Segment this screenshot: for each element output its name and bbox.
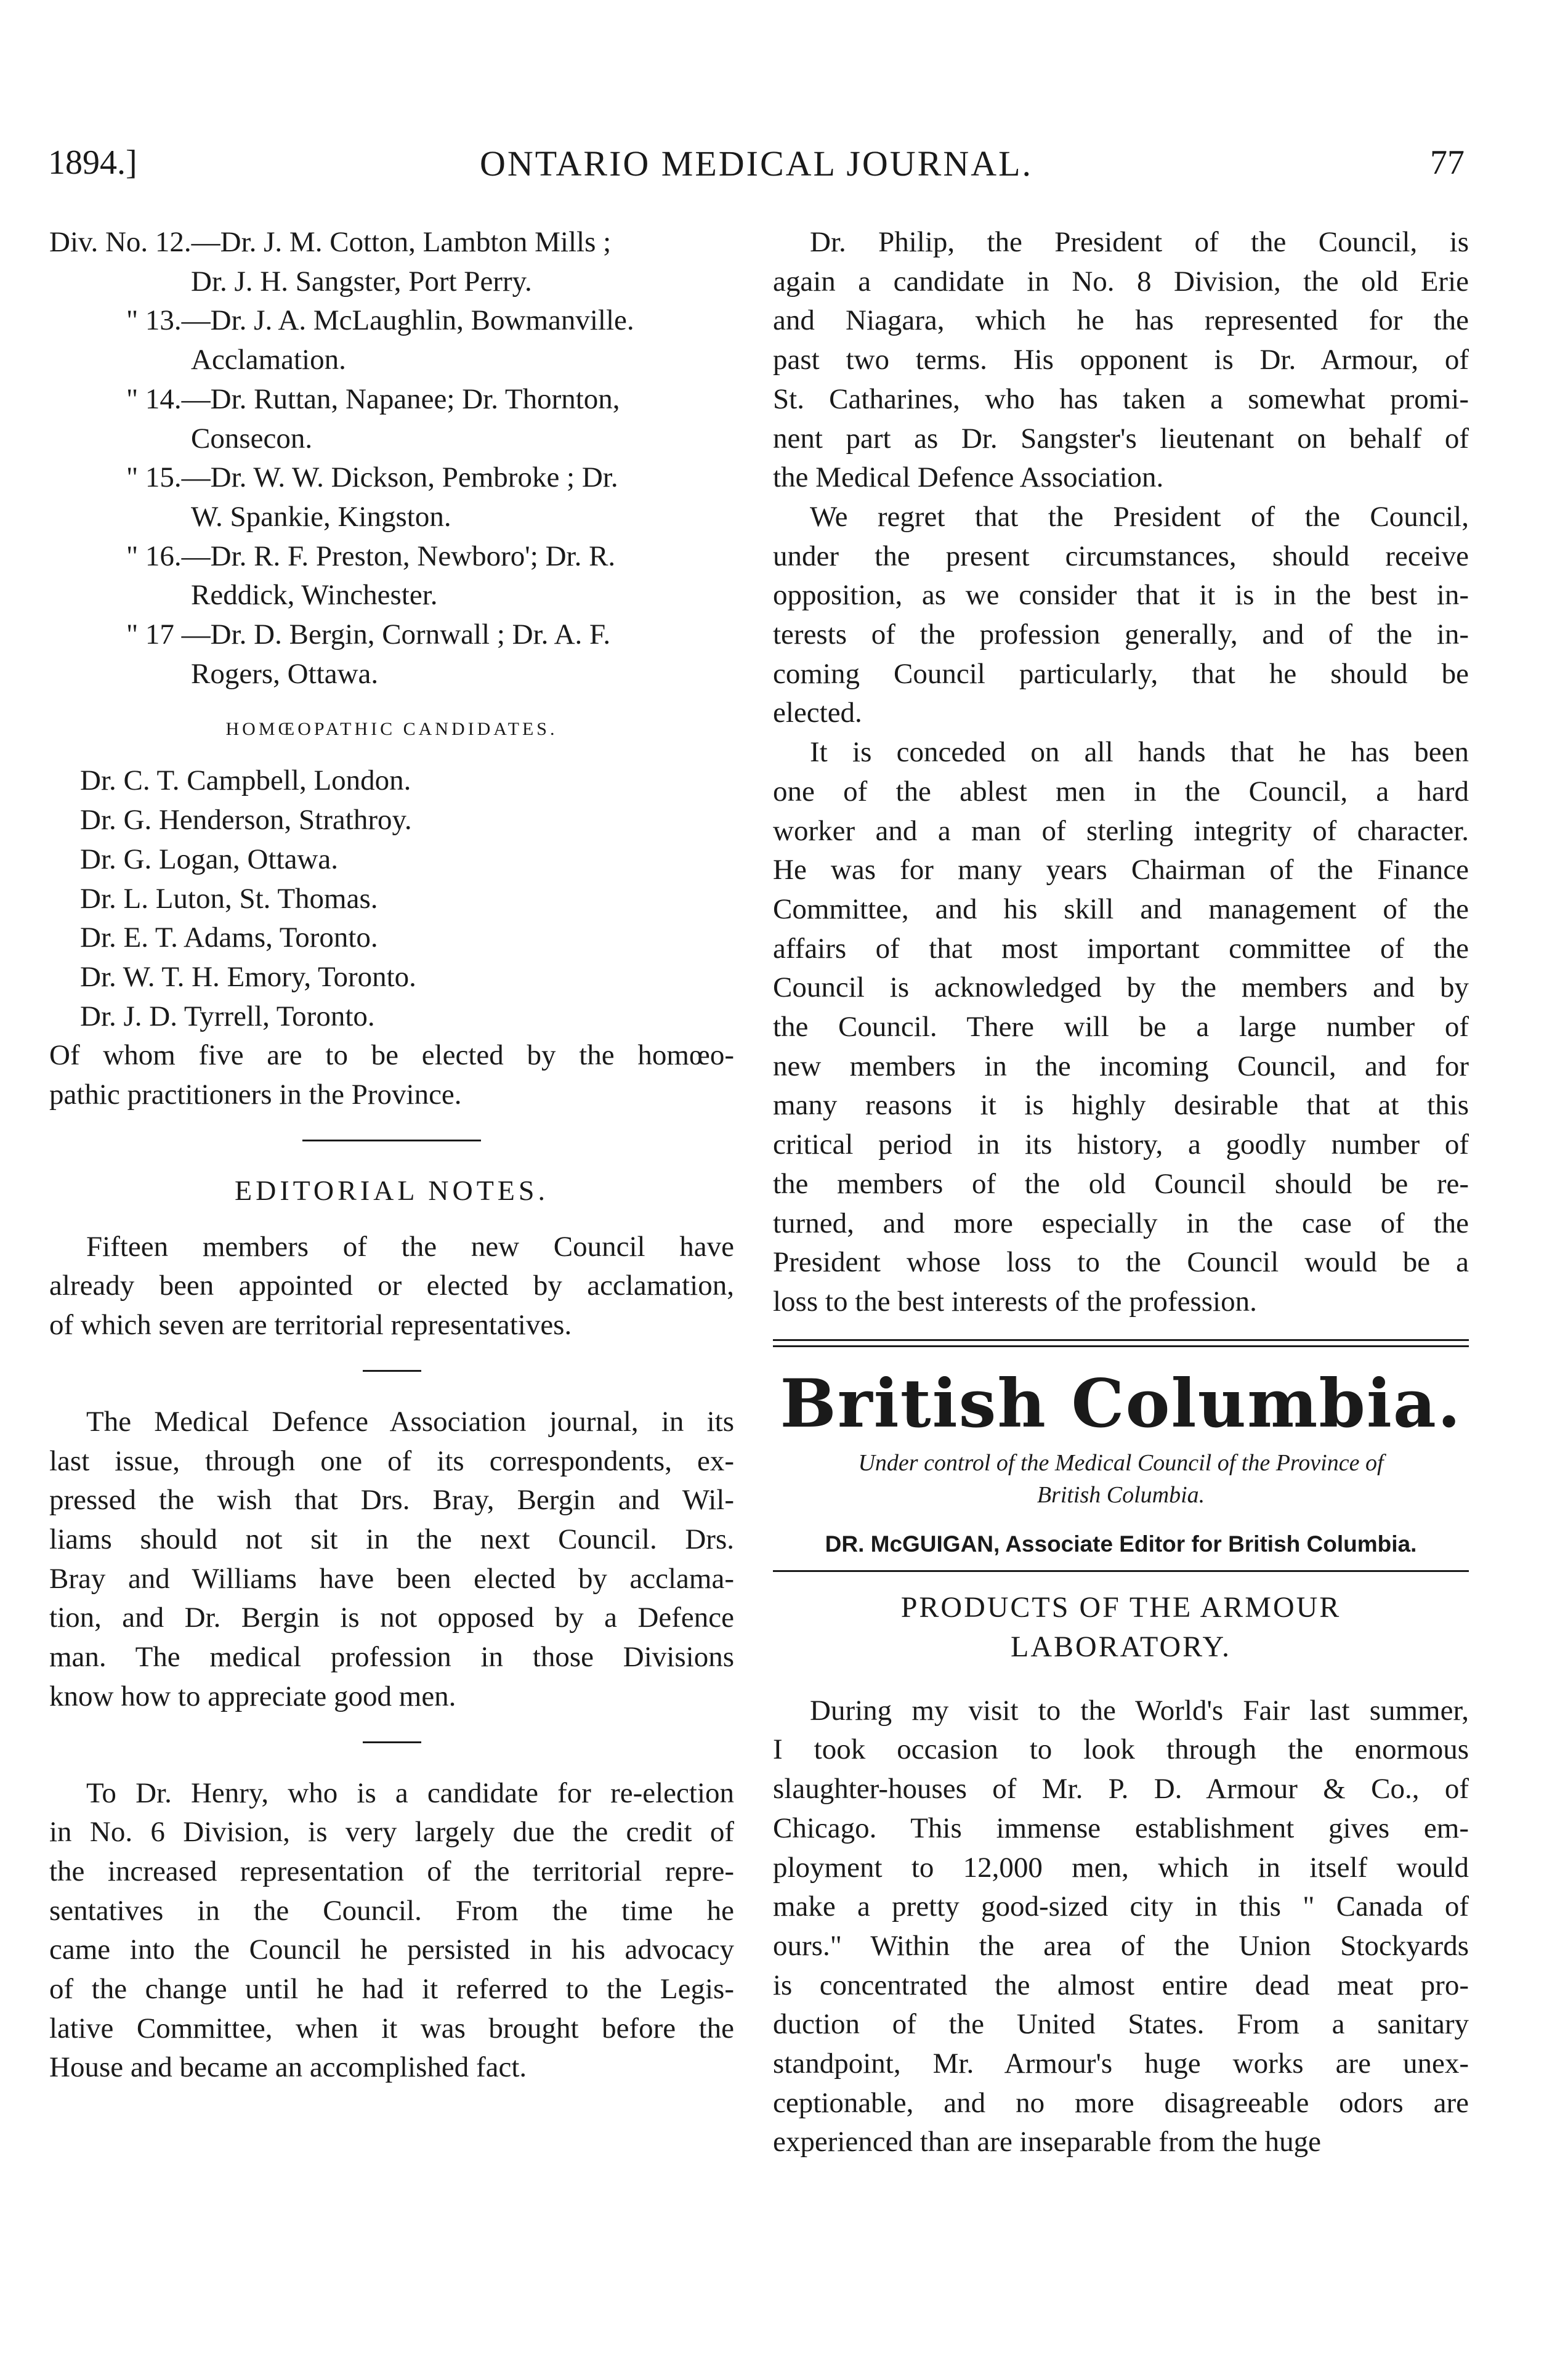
candidate-line: Dr. W. T. H. Emory, Toronto. <box>80 960 416 993</box>
candidate-list <box>49 761 734 1036</box>
division-line: " 13.—Dr. J. A. McLaughlin, Bowmanville. <box>126 304 634 337</box>
division-line: " 14.—Dr. Ruttan, Napanee; Dr. Thornton, <box>126 383 620 415</box>
paragraph-line: the members of the old Council should be re- <box>773 1167 1469 1200</box>
paragraph-line: It is conceded on all hands that he has been <box>810 736 1469 769</box>
paragraph-line: of which seven are territorial representatives. <box>49 1309 572 1342</box>
paragraph-line: one of the ablest men in the Council, a hard <box>773 775 1469 808</box>
article-paragraph <box>773 1691 1469 2162</box>
division-line: Dr. J. H. Sangster, Port Perry. <box>191 265 532 298</box>
double-rule <box>773 1339 1469 1347</box>
division-line: W. Spankie, Kingston. <box>191 500 451 533</box>
paragraph-line: liams should not sit in the next Council. Drs. <box>49 1523 734 1555</box>
division-line: Rogers, Ottawa. <box>191 657 379 690</box>
division-line: " 15.—Dr. W. W. Dickson, Pembroke ; Dr. <box>126 461 618 494</box>
paragraph-line: Fifteen members of the new Council have <box>86 1230 734 1263</box>
paragraph-line: critical period in its history, a goodly number of <box>773 1128 1469 1161</box>
division-line: " 16.—Dr. R. F. Preston, Newboro'; Dr. R. <box>126 540 616 572</box>
subtitle-line: Under control of the Medical Council of the Province of <box>858 1449 1384 1476</box>
candidate-line: Dr. C. T. Campbell, London. <box>80 764 411 797</box>
paragraph-line: worker and a man of sterling integrity of character. <box>773 814 1469 847</box>
running-header <box>48 143 1465 192</box>
header-year: 1894.] <box>48 144 137 182</box>
editorial-paragraph <box>49 1774 734 2088</box>
page-number: 77 <box>1430 144 1465 182</box>
candidate-line: Dr. J. D. Tyrrell, Toronto. <box>80 1000 375 1032</box>
paragraph-line: already been appointed or elected by acclamation, <box>49 1270 734 1302</box>
editorial-paragraph <box>773 223 1469 498</box>
section-divider <box>302 1140 481 1141</box>
paragraph-line: President whose loss to the Council would be a <box>773 1246 1469 1279</box>
paragraph-line: the Council. There will be a large number of <box>773 1011 1469 1043</box>
paragraph-line: of the change until he had it referred to the Legis- <box>49 1973 734 2006</box>
paragraph-line: standpoint, Mr. Armour's huge works are unex- <box>773 2048 1469 2080</box>
paragraph-line: St. Catharines, who has taken a somewhat promi- <box>773 383 1469 415</box>
paragraph-line: coming Council particularly, that he should be <box>773 657 1469 690</box>
associate-editor-line: DR. McGUIGAN, Associate Editor for British Columbia. <box>825 1531 1417 1557</box>
paragraph-line: past two terms. His opponent is Dr. Armour, of <box>773 344 1469 376</box>
paragraph-line: Chicago. This immense establishment gives em- <box>773 1812 1469 1844</box>
candidate-line: Dr. L. Luton, St. Thomas. <box>80 882 378 915</box>
paragraph-line: ceptionable, and no more disagreeable odors are <box>773 2086 1469 2119</box>
paragraph-line: nent part as Dr. Sangster's lieutenant on behalf of <box>773 422 1469 455</box>
paragraph-line: slaughter-houses of Mr. P. D. Armour & Co., of <box>773 1773 1469 1805</box>
paragraph-line: again a candidate in No. 8 Division, the old Erie <box>773 265 1469 298</box>
editorial-paragraph <box>49 1228 734 1345</box>
division-line: Div. No. 12.—Dr. J. M. Cotton, Lambton Mills ; <box>49 226 612 258</box>
candidate-line: Dr. G. Logan, Ottawa. <box>80 843 338 875</box>
paragraph-line: To Dr. Henry, who is a candidate for re-election <box>86 1776 734 1809</box>
division-list <box>49 223 734 694</box>
british-columbia-subtitle <box>773 1447 1469 1511</box>
editorial-paragraph <box>773 498 1469 733</box>
paragraph-line: many reasons it is highly desirable that at this <box>773 1089 1469 1122</box>
paragraph-line: is concentrated the almost entire dead meat pro- <box>773 1969 1469 2001</box>
paragraph-line: sentatives in the Council. From the time he <box>49 1894 734 1927</box>
paragraph-line: in No. 6 Division, is very largely due the credit of <box>49 1816 734 1849</box>
paragraph-line: lative Committee, when it was brought before the <box>49 2012 734 2044</box>
paragraph-line: the Medical Defence Association. <box>773 461 1164 494</box>
paragraph-line: terests of the profession generally, and of the in- <box>773 618 1469 651</box>
heading-line: LABORATORY. <box>1011 1630 1231 1663</box>
paragraph-line: Dr. Philip, the President of the Council, is <box>810 226 1469 258</box>
paragraph-line: I took occasion to look through the enormous <box>773 1733 1469 1766</box>
paragraph-line: know how to appreciate good men. <box>49 1680 456 1712</box>
editorial-paragraph <box>49 1403 734 1717</box>
paragraph-line: turned, and more especially in the case of the <box>773 1207 1469 1239</box>
paragraph-line: loss to the best interests of the profession. <box>773 1285 1257 1318</box>
paragraph-line: House and became an accomplished fact. <box>49 2051 527 2084</box>
paragraph-line: He was for many years Chairman of the Finance <box>773 854 1469 886</box>
paragraph-line: came into the Council he persisted in his advocacy <box>49 1934 734 1966</box>
paragraph-line: make a pretty good-sized city in this " Canada of <box>773 1890 1469 1923</box>
section-rule <box>773 1570 1469 1572</box>
division-line: " 17 —Dr. D. Bergin, Cornwall ; Dr. A. F. <box>126 618 611 651</box>
subtitle-line: British Columbia. <box>1037 1481 1205 1508</box>
paragraph-line: the increased representation of the territorial repre- <box>49 1855 734 1887</box>
editorial-heading: EDITORIAL NOTES. <box>235 1174 549 1206</box>
journal-title: ONTARIO MEDICAL JOURNAL. <box>479 144 1033 184</box>
paragraph-line: experienced than are inseparable from the huge <box>773 2126 1321 2158</box>
editorial-paragraph <box>773 733 1469 1322</box>
article-heading <box>773 1588 1469 1667</box>
homoeopathic-heading: HOMŒOPATHIC CANDIDATES. <box>225 719 558 740</box>
paragraph-divider <box>363 1741 421 1743</box>
paragraph-line: tion, and Dr. Bergin is not opposed by a Defence <box>49 1602 734 1634</box>
division-line: Consecon. <box>191 422 313 455</box>
paragraph-line: elected. <box>773 697 862 729</box>
paragraph-line: pressed the wish that Drs. Bray, Bergin and Wil- <box>49 1484 734 1517</box>
paragraph-line: affairs of that most important committee of the <box>773 932 1469 965</box>
paragraph-line: The Medical Defence Association journal, in its <box>86 1405 734 1438</box>
candidates-note <box>49 1036 734 1114</box>
candidate-line: Dr. E. T. Adams, Toronto. <box>80 922 378 954</box>
paragraph-line: last issue, through one of its correspondents, ex- <box>49 1444 734 1477</box>
paragraph-line: man. The medical profession in those Divisions <box>49 1641 734 1674</box>
paragraph-line: new members in the incoming Council, and for <box>773 1050 1469 1082</box>
division-line: Acclamation. <box>191 344 346 376</box>
paragraph-line: We regret that the President of the Council, <box>810 500 1469 533</box>
paragraph-line: During my visit to the World's Fair last summer, <box>810 1694 1469 1727</box>
paragraph-line: ployment to 12,000 men, which in itself would <box>773 1851 1469 1884</box>
british-columbia-title: British Columbia. <box>780 1364 1462 1443</box>
paragraph-line: Committee, and his skill and management of the <box>773 893 1469 925</box>
division-line: Reddick, Winchester. <box>191 579 438 612</box>
paragraph-line: ours." Within the area of the Union Stockyards <box>773 1929 1469 1962</box>
paragraph-line: opposition, as we consider that it is in the best in- <box>773 579 1469 612</box>
paragraph-line: Bray and Williams have been elected by acclama- <box>49 1562 734 1595</box>
paragraph-line: Council is acknowledged by the members and by <box>773 971 1469 1004</box>
paragraph-line: under the present circumstances, should receive <box>773 540 1469 572</box>
paragraph-divider <box>363 1370 421 1372</box>
note-line: pathic practitioners in the Province. <box>49 1079 462 1111</box>
candidate-line: Dr. G. Henderson, Strathroy. <box>80 804 412 837</box>
paragraph-line: duction of the United States. From a sanitary <box>773 2008 1469 2041</box>
paragraph-line: and Niagara, which he has represented for the <box>773 304 1469 337</box>
note-line: Of whom five are to be elected by the homœo- <box>49 1039 734 1072</box>
left-column <box>49 223 734 2088</box>
heading-line: PRODUCTS OF THE ARMOUR <box>900 1590 1341 1624</box>
right-column <box>773 223 1469 2162</box>
